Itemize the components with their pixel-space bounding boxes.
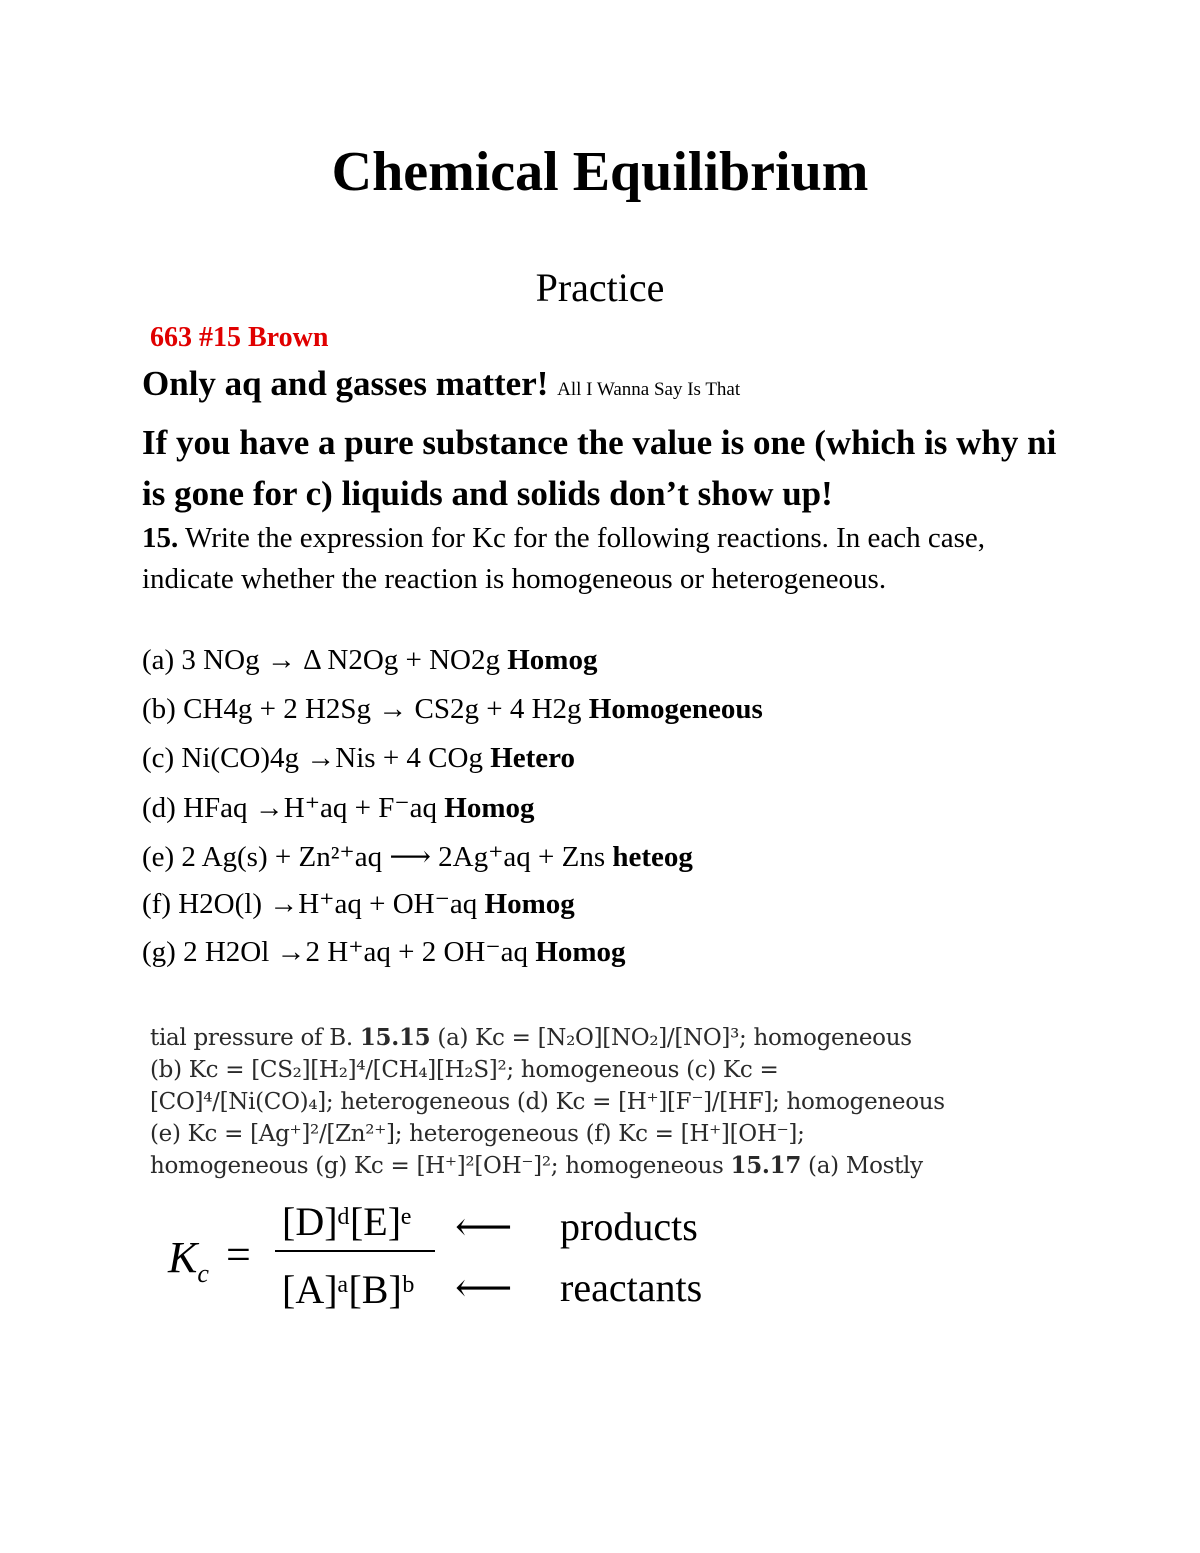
question-text: Write the expression for Kc for the following reactions. In each case, indicate whether the reaction is homogeneous or heterogeneous.	[142, 522, 986, 595]
answer-lead: tial pressure of B.	[150, 1025, 353, 1051]
reaction-type: Homog	[507, 644, 598, 676]
page-subtitle: Practice	[535, 265, 665, 310]
reaction-a	[142, 644, 597, 677]
question-number: 15.	[142, 522, 179, 554]
fraction-bar	[275, 1250, 435, 1252]
reaction-equation: (b) CH4g + 2 H2Sg → CS2g + 4 H2g	[142, 693, 582, 725]
reaction-type: Homog	[484, 888, 575, 920]
answer-body: (a) Kc = [N₂O][NO₂]/[NO]³; homogeneous (b) Kc = [CS₂][H₂]⁴/[CH₄][H₂S]²; homogeneous (c) Kc = [CO]⁴/[Ni(CO)₄]; heterogeneous (d) Kc = [H⁺][F⁻]/[HF]; homogeneous (e) Kc = [Ag⁺]²/[Zn²⁺]; heterogeneous (f) Kc = [H⁺][OH⁻]; homogeneous (g) Kc = [H⁺]²[OH⁻]²; homogeneous	[150, 1025, 945, 1179]
rule-aq-gasses	[142, 364, 740, 404]
reaction-equation: (d) HFaq →H⁺aq + F⁻aq	[142, 792, 438, 824]
kc-denominator: [A]ᵃ[B]ᵇ	[282, 1267, 415, 1312]
answer-number-next: 15.17	[730, 1152, 802, 1179]
answer-tail: (a) Mostly	[808, 1153, 923, 1179]
reaction-f	[142, 886, 575, 921]
kc-numerator: [D]ᵈ[E]ᵉ	[282, 1199, 412, 1244]
reaction-b	[142, 693, 763, 726]
equals-sign: =	[226, 1230, 251, 1279]
reaction-equation: (e) 2 Ag(s) + Zn²⁺aq ⟶ 2Ag⁺aq + Zns	[142, 841, 606, 873]
reaction-d	[142, 790, 535, 825]
textbook-reference: 663 #15 Brown	[150, 322, 329, 353]
left-arrow-icon: ⟵	[455, 1204, 513, 1249]
products-label: products	[560, 1204, 698, 1249]
reaction-type: heteog	[612, 841, 693, 873]
kc-symbol: $K_c$	[168, 1233, 209, 1288]
left-arrow-icon: ⟵	[455, 1265, 513, 1310]
reaction-g	[142, 934, 626, 969]
reactants-label: reactants	[560, 1265, 703, 1310]
reaction-type: Homogeneous	[588, 693, 763, 725]
reaction-type: Homog	[444, 792, 535, 824]
reaction-equation: (c) Ni(CO)4g →Nis + 4 COg	[142, 742, 483, 774]
page-title: Chemical Equilibrium	[331, 141, 869, 203]
reaction-equation: (a) 3 NOg → Δ N2Og + NO2g	[142, 644, 500, 676]
rule-aq-gasses-text: Only aq and gasses matter!	[142, 364, 549, 403]
reaction-equation: (g) 2 H2Ol →2 H⁺aq + 2 OH⁻aq	[142, 936, 529, 968]
rule-pure-substance: If you have a pure substance the value is one (which is why ni is gone for c) liquids and solids don’t show up!	[142, 423, 1057, 513]
reaction-e	[142, 839, 693, 874]
question-15	[142, 518, 1042, 600]
reaction-equation: (f) H2O(l) →H⁺aq + OH⁻aq	[142, 888, 478, 920]
reaction-type: Homog	[535, 936, 626, 968]
answer-number: 15.15	[359, 1024, 431, 1051]
reaction-type: Hetero	[490, 742, 576, 774]
reaction-c	[142, 742, 575, 775]
rule-aq-gasses-note: All I Wanna Say Is That	[557, 379, 741, 400]
answer-key-excerpt	[150, 1022, 950, 1182]
